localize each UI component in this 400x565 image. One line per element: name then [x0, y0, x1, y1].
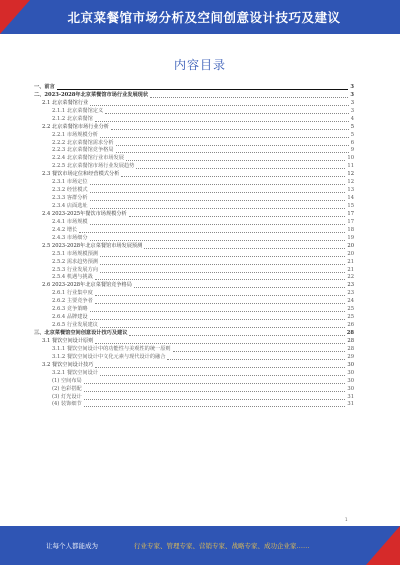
toc-entry[interactable] [34, 132, 354, 140]
toc-entry-label: 2.4.1 市场规模 [52, 218, 88, 225]
toc-leader-dots [134, 287, 345, 288]
toc-entry-page: 28 [347, 337, 354, 344]
toc-entry-label: (1) 空间布局 [52, 377, 82, 384]
toc-entry-page: 3 [350, 83, 354, 90]
toc-leader-dots [90, 192, 346, 193]
toc-leader-dots [136, 168, 345, 169]
toc-entry-page: 31 [347, 393, 354, 400]
footer-roles: 行业专家、管理专家、营销专家、战略专家、成功企业家…… [134, 542, 310, 550]
toc-leader-dots [90, 105, 348, 106]
toc-entry[interactable] [34, 92, 354, 100]
toc-leader-dots [100, 264, 345, 265]
toc-heading: 内容目录 [173, 58, 226, 72]
toc-entry-page: 10 [347, 155, 354, 162]
toc-leader-dots [100, 137, 349, 138]
toc-entry-page: 30 [347, 361, 354, 368]
toc-entry-label: 2.3.2 经营模式 [52, 187, 88, 194]
toc-entry[interactable] [34, 235, 354, 243]
toc-entry-page: 4 [350, 115, 354, 122]
page-number: 1 [345, 517, 348, 522]
toc-entry[interactable] [34, 203, 354, 211]
toc-entry[interactable] [34, 330, 354, 338]
toc-entry[interactable] [34, 259, 354, 267]
toc-leader-dots [95, 295, 346, 296]
toc-entry-label: 3.1.2 餐饮空间设计中文化元素与现代设计的融合 [52, 353, 166, 360]
toc-entry-label: 2.3.3 客群分析 [52, 195, 88, 202]
toc-entry-page: 31 [347, 401, 354, 408]
document-title: 北京菜餐馆市场分析及空间创意设计技巧及建议 [67, 10, 341, 25]
toc-leader-dots [173, 351, 346, 352]
toc-leader-dots [90, 200, 346, 201]
toc-leader-dots [116, 145, 349, 146]
toc-entry-page: 23 [347, 290, 354, 297]
toc-entry-label: (2) 色彩搭配 [52, 385, 82, 392]
toc-leader-dots [84, 399, 346, 400]
footer-slogan: 让每个人都能成为 [46, 542, 98, 550]
toc-entry[interactable] [34, 362, 354, 370]
toc-leader-dots [90, 319, 346, 320]
toc-leader-dots [90, 208, 346, 209]
toc-entry-page: 13 [347, 187, 354, 194]
toc-entry[interactable] [34, 100, 354, 108]
header-red-accent [0, 0, 30, 34]
toc-leader-dots [95, 367, 345, 368]
toc-entry-label: 2.6 2023-2028年北京菜餐馆竞争格局 [42, 282, 132, 289]
toc-entry-page: 18 [347, 226, 354, 233]
toc-entry-page: 6 [350, 139, 354, 146]
toc-entry-label: 三、北京菜餐馆空间创意设计技巧及建议 [34, 330, 128, 337]
toc-entry-page: 3 [350, 99, 354, 106]
toc-entry-label: 2.6.2 主要竞争者 [52, 298, 93, 305]
toc-leader-dots [105, 113, 349, 114]
toc-entry-label: 2.1 北京菜餐馆行业 [42, 99, 89, 106]
toc-entry-label: 2.4 2023-2025年餐饮市场规模分析 [42, 210, 127, 217]
toc-leader-dots [95, 343, 345, 344]
toc-leader-dots [144, 248, 345, 249]
toc-entry-label: 2.6.3 竞争策略 [52, 306, 88, 313]
toc-entry-page: 12 [347, 179, 354, 186]
toc-entry-page: 29 [347, 353, 354, 360]
toc-entry-label: 3.1 餐饮空间设计原则 [42, 337, 94, 344]
toc-entry-page: 5 [350, 131, 354, 138]
footer-red-accent [366, 526, 400, 565]
toc-entry[interactable] [34, 251, 354, 259]
toc-entry-label: 2.5.2 需求趋势预测 [52, 258, 98, 265]
toc-leader-dots [57, 89, 349, 90]
toc-entry[interactable] [34, 243, 354, 251]
toc-leader-dots [90, 311, 346, 312]
toc-entry[interactable] [34, 370, 354, 378]
toc-leader-dots [84, 406, 346, 407]
toc-leader-dots [100, 327, 345, 328]
toc-entry-page: 26 [347, 322, 354, 329]
toc-entry[interactable] [34, 116, 354, 124]
toc-entry[interactable] [34, 378, 354, 386]
toc-entry-page: 25 [347, 306, 354, 313]
toc-entry-label: 2.6.4 品牌建设 [52, 314, 88, 321]
toc-leader-dots [121, 176, 345, 177]
toc-leader-dots [100, 272, 345, 273]
toc-entry-label: 2.5.3 行业发展方向 [52, 266, 98, 273]
toc-entry-label: 2.1.2 北京菜餐馆 [52, 115, 93, 122]
toc-leader-dots [95, 121, 349, 122]
toc-entry-page: 30 [347, 369, 354, 376]
toc-entry[interactable] [34, 108, 354, 116]
toc-entry-page: 17 [347, 210, 354, 217]
toc-leader-dots [150, 97, 348, 98]
toc-entry-label: 2.4.3 市场细分 [52, 234, 88, 241]
toc-leader-dots [126, 160, 345, 161]
toc-entry-page: 19 [347, 234, 354, 241]
toc-entry[interactable] [34, 338, 354, 346]
toc-entry-page: 28 [347, 345, 354, 352]
toc-entry-page: 17 [347, 218, 354, 225]
toc-entry[interactable] [34, 227, 354, 235]
toc-entry-page: 24 [347, 298, 354, 305]
toc-entry-label: 2.6.5 行业发展建议 [52, 322, 98, 329]
toc-entry-label: 2.5 2023-2028年北京菜餐馆市场发展预测 [42, 242, 143, 249]
toc-entry[interactable] [34, 346, 354, 354]
toc-entry-label: 2.3.1 市场定位 [52, 179, 88, 186]
table-of-contents [34, 84, 354, 409]
toc-entry-label: 3.2 餐饮空间设计技巧 [42, 361, 94, 368]
toc-entry[interactable] [34, 394, 354, 402]
toc-entry-page: 5 [350, 123, 354, 130]
toc-entry-page: 22 [347, 274, 354, 281]
toc-entry-label: 3.1.1 餐饮空间设计中的功能性与美观性的统一原则 [52, 345, 171, 352]
toc-entry[interactable] [34, 195, 354, 203]
toc-entry-page: 14 [347, 195, 354, 202]
toc-entry-label: 2.2.1 市场规模分析 [52, 131, 98, 138]
toc-entry[interactable] [34, 124, 354, 132]
toc-entry-page: 23 [347, 282, 354, 289]
toc-entry-label: 2.2.4 北京菜餐馆行业市场发展 [52, 155, 124, 162]
toc-entry-label: 2.2.3 北京菜餐馆竞争格局 [52, 147, 114, 154]
toc-leader-dots [90, 224, 346, 225]
toc-leader-dots [129, 335, 344, 336]
toc-entry-page: 3 [350, 91, 354, 98]
toc-entry[interactable] [34, 402, 354, 410]
toc-leader-dots [116, 152, 349, 153]
toc-leader-dots [100, 375, 345, 376]
toc-leader-dots [84, 383, 346, 384]
toc-entry-page: 21 [347, 266, 354, 273]
toc-entry-label: 2.6.1 行业集中度 [52, 290, 93, 297]
toc-entry-page: 28 [346, 330, 354, 337]
toc-entry-page: 11 [347, 163, 354, 170]
toc-entry-label: 2.3 餐饮市场定位和经营模式分析 [42, 171, 120, 178]
toc-entry[interactable] [34, 306, 354, 314]
toc-entry-label: (4) 装饰细节 [52, 401, 82, 408]
toc-leader-dots [100, 256, 345, 257]
toc-leader-dots [95, 279, 346, 280]
toc-leader-dots [167, 359, 345, 360]
toc-entry[interactable] [34, 386, 354, 394]
toc-entry-page: 3 [350, 107, 354, 114]
toc-entry-page: 15 [347, 203, 354, 210]
toc-entry-page: 9 [350, 147, 354, 154]
toc-entry-label: 3.2.1 餐饮空间设计 [52, 369, 98, 376]
toc-entry[interactable] [34, 219, 354, 227]
toc-entry-page: 12 [347, 171, 354, 178]
toc-leader-dots [95, 303, 346, 304]
toc-entry[interactable] [34, 179, 354, 187]
toc-entry-label: 一、前言 [34, 83, 55, 90]
toc-entry-label: 2.2.5 北京菜餐馆市场行业发展趋势 [52, 163, 135, 170]
toc-entry-page: 30 [347, 377, 354, 384]
toc-entry[interactable] [34, 354, 354, 362]
toc-entry[interactable] [34, 211, 354, 219]
toc-entry-label: (3) 灯光设计 [52, 393, 82, 400]
toc-entry-label: 2.4.2 增长 [52, 226, 78, 233]
toc-entry-label: 二、2023-2028年北京菜餐馆市场行业发展现状 [34, 91, 149, 98]
toc-entry-page: 21 [347, 258, 354, 265]
toc-leader-dots [79, 232, 345, 233]
toc-entry-page: 30 [347, 385, 354, 392]
toc-entry-label: 2.3.4 店面选址 [52, 203, 88, 210]
toc-entry-page: 25 [347, 314, 354, 321]
toc-leader-dots [90, 184, 346, 185]
toc-entry[interactable] [34, 322, 354, 330]
toc-entry-label: 2.1.1 北京菜餐馆定义 [52, 107, 104, 114]
toc-leader-dots [90, 240, 346, 241]
toc-leader-dots [111, 129, 349, 130]
toc-entry-label: 2.5.4 机遇与挑战 [52, 274, 93, 281]
toc-entry-page: 20 [347, 242, 354, 249]
toc-entry-label: 2.2.2 北京菜餐馆需求分析 [52, 139, 114, 146]
toc-leader-dots [84, 391, 346, 392]
toc-entry[interactable] [34, 187, 354, 195]
toc-entry[interactable] [34, 314, 354, 322]
toc-entry-label: 2.2 北京菜餐馆市场行业分析 [42, 123, 109, 130]
toc-leader-dots [129, 216, 346, 217]
toc-entry-page: 20 [347, 250, 354, 257]
toc-entry[interactable] [34, 84, 354, 92]
toc-entry-label: 2.5.1 市场规模预测 [52, 250, 98, 257]
